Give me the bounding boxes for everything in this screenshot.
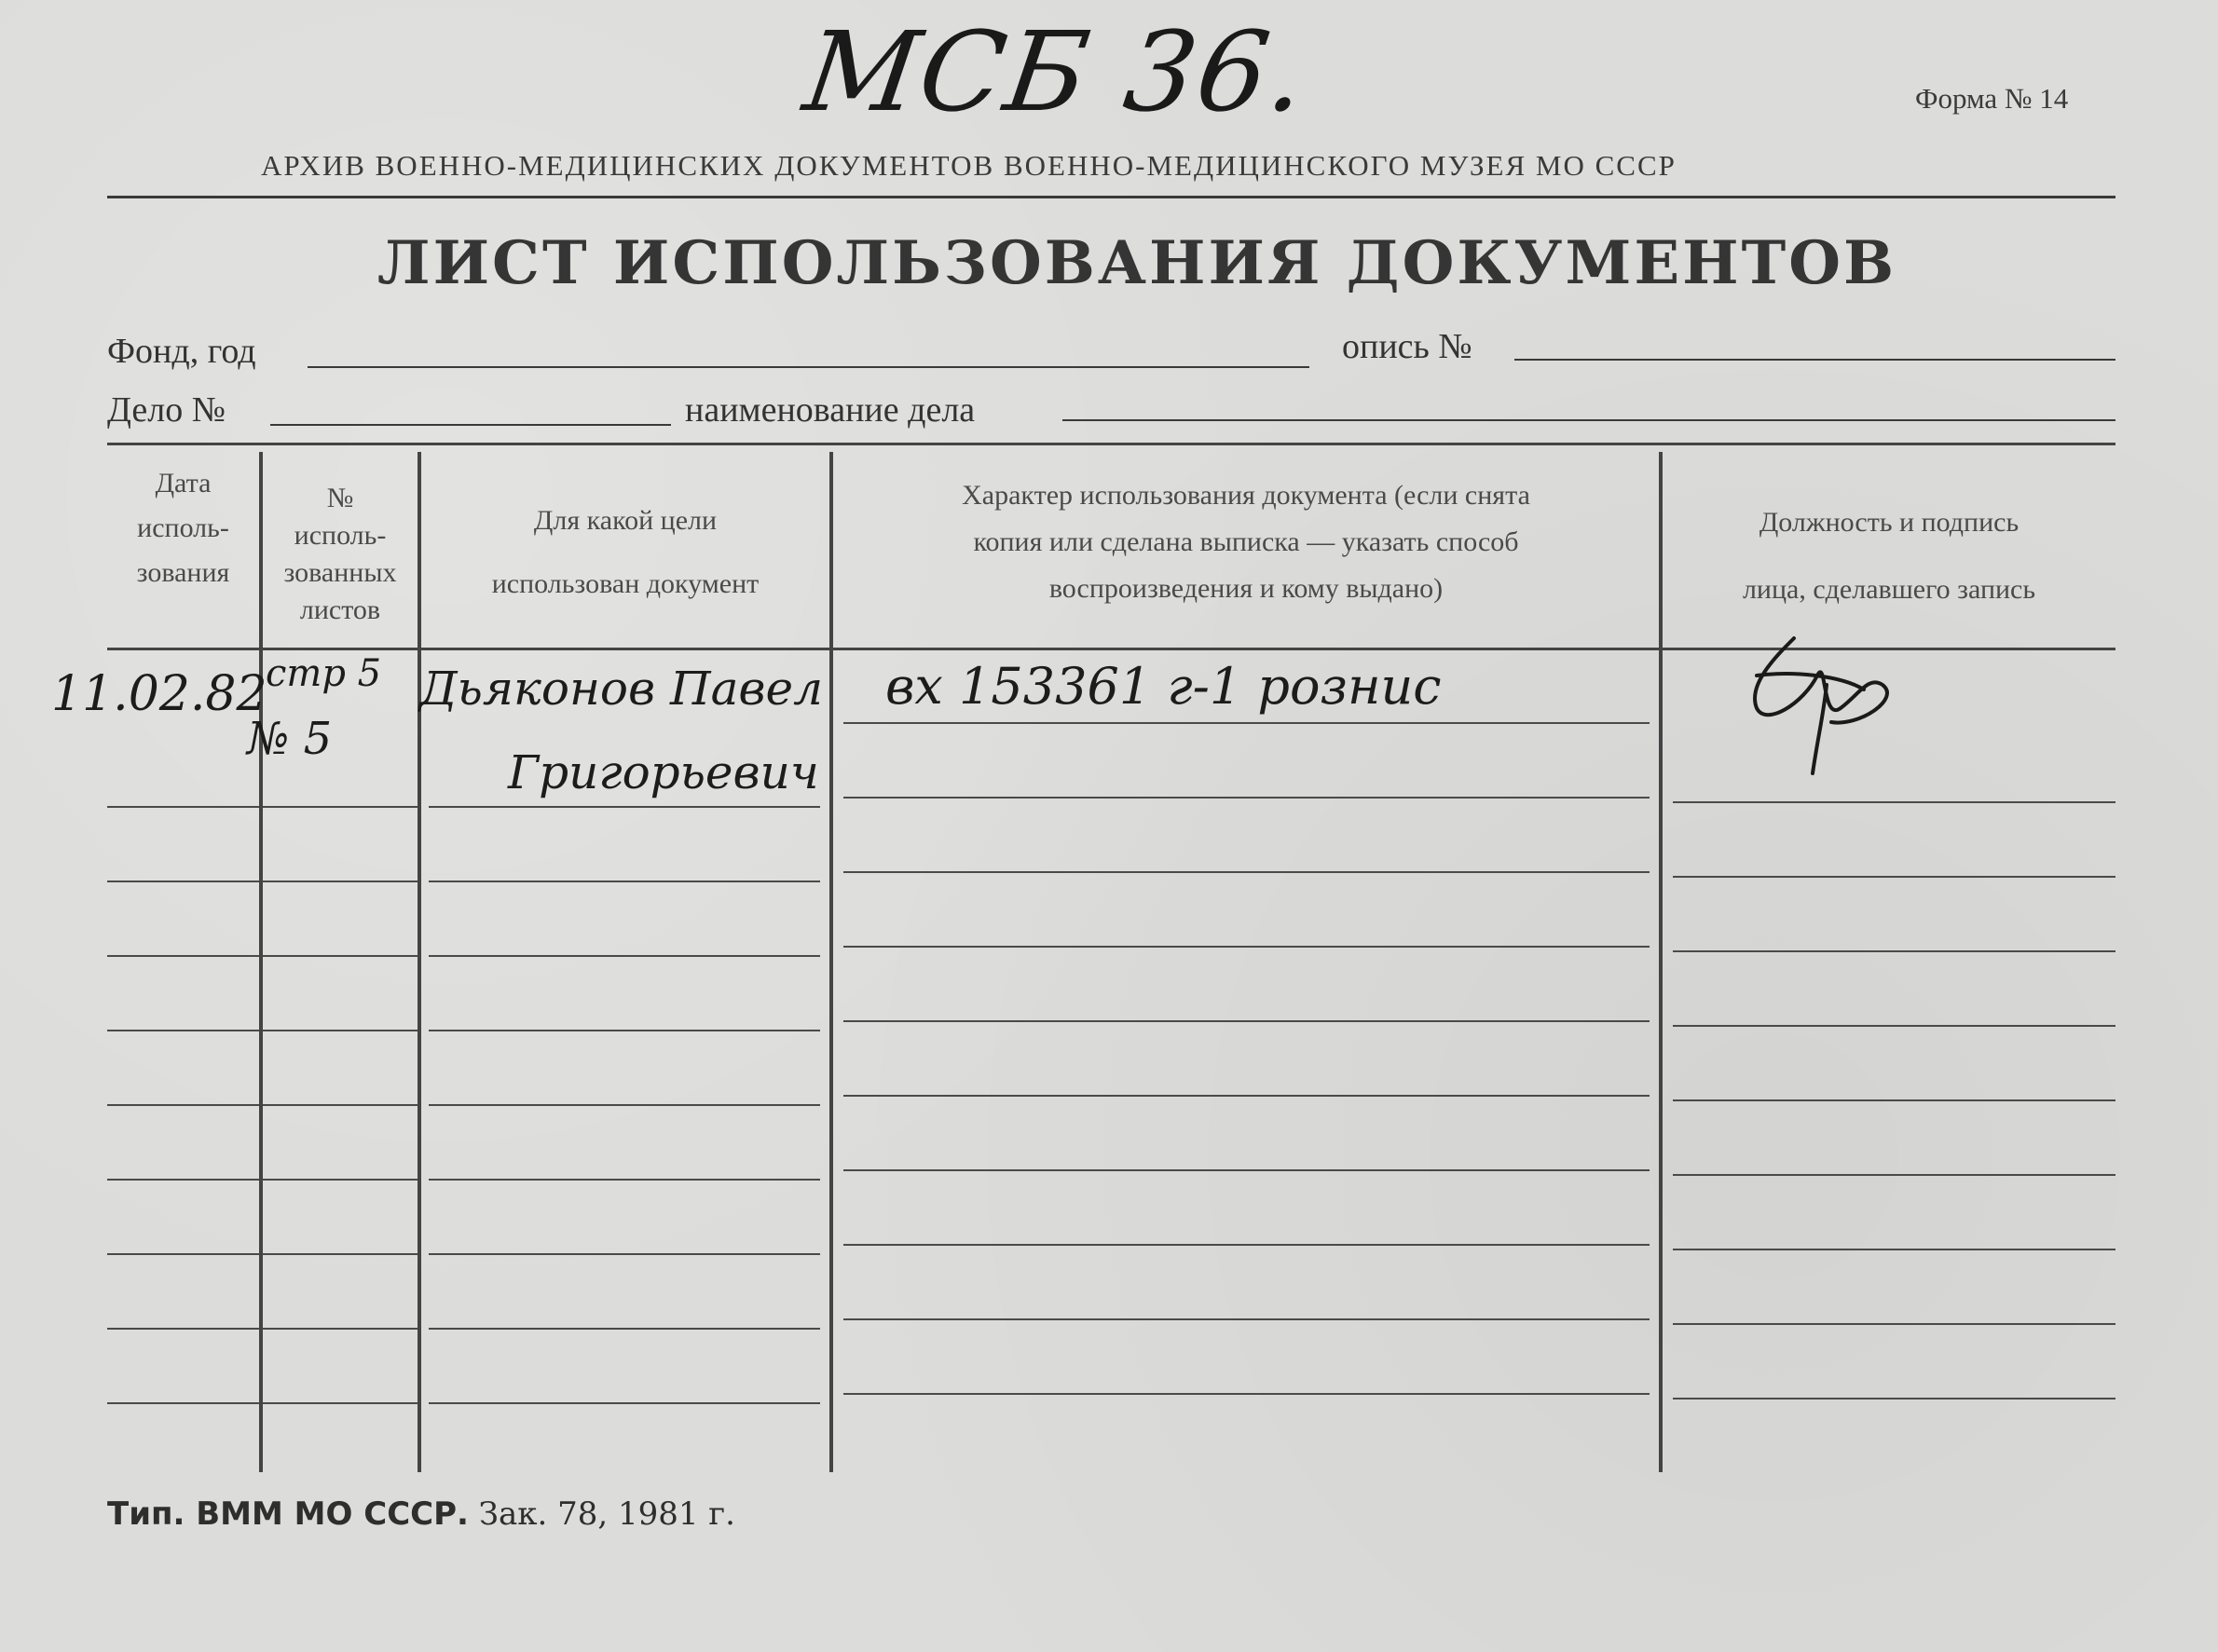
- delo-label: Дело №: [107, 390, 226, 430]
- row-line: [263, 806, 418, 808]
- row-line: [429, 1030, 820, 1031]
- column-header-signature: Должность и подпись лица, сделавшего запись: [1742, 507, 2036, 605]
- row-line: [107, 806, 259, 808]
- row-line: [263, 1328, 418, 1330]
- archive-header: АРХИВ ВОЕННО-МЕДИЦИНСКИХ ДОКУМЕНТОВ ВОЕННО-МЕДИЦИНСКОГО МУЗЕЯ МО СССР: [261, 149, 1677, 182]
- column-header-sheets: № исполь- зованных листов: [283, 483, 397, 625]
- signature-mark: [1738, 620, 1924, 778]
- row-line: [263, 955, 418, 957]
- page-title: ЛИСТ ИСПОЛЬЗОВАНИЯ ДОКУМЕНТОВ: [377, 228, 1897, 298]
- delo-field-line: [270, 424, 671, 426]
- row-line: [843, 1169, 1650, 1171]
- row-line: [107, 881, 259, 882]
- handwritten-code: МСБ 36.: [797, 7, 1316, 136]
- row-line: [1673, 950, 2115, 952]
- opis-field-line: [1514, 359, 2115, 361]
- printer-name: Тип. ВММ МО СССР.: [107, 1495, 469, 1533]
- row-line: [843, 1318, 1650, 1320]
- row-line: [843, 1393, 1650, 1395]
- row-line: [843, 871, 1650, 873]
- row-line: [843, 722, 1650, 724]
- row-line: [429, 1253, 820, 1255]
- usage-table: [107, 443, 2115, 1472]
- row-line: [843, 1244, 1650, 1246]
- fond-field-line: [308, 366, 1309, 368]
- row-line: [1673, 1025, 2115, 1027]
- row-line: [429, 806, 820, 808]
- row-line: [107, 1402, 259, 1404]
- row-line: [107, 955, 259, 957]
- form-number: Форма № 14: [1915, 82, 2069, 115]
- row-line: [843, 1095, 1650, 1097]
- row-line: [1673, 1398, 2115, 1399]
- row-line: [107, 1253, 259, 1255]
- header-divider: [107, 196, 2115, 198]
- row-line: [429, 1179, 820, 1181]
- row-line: [263, 1030, 418, 1031]
- row-line: [429, 1104, 820, 1106]
- column-header-character: Характер использования документа (если снята копия или сделана выписка — указать способ воспроизведения и кому выдано): [962, 480, 1530, 604]
- entry-sheets-line2: № 5: [247, 713, 333, 765]
- column-header-date: Дата исполь- зования: [136, 468, 230, 588]
- row-line: [1673, 1174, 2115, 1176]
- row-line: [843, 946, 1650, 948]
- row-line: [107, 1179, 259, 1181]
- row-line: [263, 1179, 418, 1181]
- row-line: [107, 1328, 259, 1330]
- column-header-purpose: Для какой цели использован документ: [491, 505, 760, 599]
- name-field-line: [1062, 419, 2115, 421]
- row-line: [263, 881, 418, 882]
- row-line: [429, 1402, 820, 1404]
- entry-date: 11.02.82: [51, 666, 267, 722]
- opis-label: опись №: [1342, 327, 1472, 366]
- row-line: [107, 1030, 259, 1031]
- row-line: [1673, 801, 2115, 803]
- entry-character: вх 153361 г-1 рознис: [885, 657, 1442, 716]
- row-line: [1673, 1323, 2115, 1325]
- row-line: [1673, 1249, 2115, 1250]
- row-line: [107, 1104, 259, 1106]
- name-label: наименование дела: [685, 390, 976, 430]
- order-info: Зак. 78, 1981 г.: [478, 1495, 735, 1533]
- entry-sheets-line1: стр 5: [266, 652, 382, 695]
- row-line: [429, 1328, 820, 1330]
- row-line: [429, 955, 820, 957]
- row-line: [429, 881, 820, 882]
- row-line: [263, 1104, 418, 1106]
- row-line: [843, 1020, 1650, 1022]
- row-line: [843, 797, 1650, 799]
- entry-purpose-line2: Григорьевич: [508, 745, 819, 799]
- row-line: [1673, 876, 2115, 878]
- entry-purpose-line1: Дьяконов Павел: [419, 662, 823, 716]
- row-line: [263, 1402, 418, 1404]
- table-top-border: [107, 443, 2115, 445]
- row-line: [263, 1253, 418, 1255]
- row-line: [1673, 1099, 2115, 1101]
- fond-label: Фонд, год: [107, 332, 256, 371]
- printer-imprint: [107, 1495, 735, 1533]
